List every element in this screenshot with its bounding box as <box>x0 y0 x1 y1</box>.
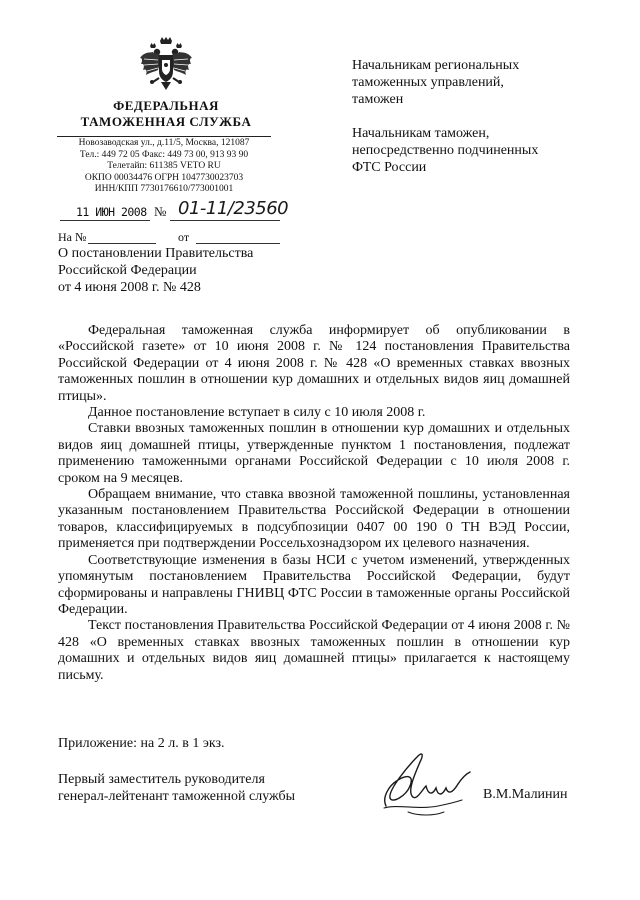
number-underline <box>170 220 280 221</box>
org-address: Новозаводская ул., д.11/5, Москва, 121087 <box>78 138 250 148</box>
recipient-line: Начальникам региональных <box>352 58 520 73</box>
org-name-line1: ФЕДЕРАЛЬНАЯ <box>113 98 219 113</box>
signer-title <box>58 771 295 805</box>
subject-line: Российской Федерации <box>58 263 197 278</box>
body-paragraph: Обращаем внимание, что ставка ввозной таможенной пошлины, установленная указанным постановлением Правительства Российской Федерации в отношении товаров, классифицируемых в подсубпозиции 0407 00 190 0 ТН ВЭД России, применяется при подтверждении Россельхознадзором их целевого назначения. <box>58 487 570 552</box>
registration-number: 01-11/23560 <box>178 198 289 219</box>
attachment-note: Приложение: на 2 л. в 1 экз. <box>58 736 225 751</box>
org-name-line2: ТАМОЖЕННАЯ СЛУЖБА <box>80 114 252 129</box>
handwritten-signature-icon <box>378 746 478 820</box>
body-paragraph: Федеральная таможенная служба информирует об опубликовании в «Российской газете» от 10 июня 2008 г. № 124 постановления Правительства Российской Федерации от 4 июня 2008 г. № 428 «О временных ставках ввозных таможенных пошлин в отношении кур домашних и отдельных видов яиц домашней птицы». <box>58 323 570 404</box>
body-paragraph: Текст постановления Правительства Российской Федерации от 4 июня 2008 г. № 428 «О временных ставках ввозных таможенных пошлин в отношении кур домашних и отдельных видов яиц домашней птицы» прилагается к настоящему письму. <box>58 618 570 683</box>
recipient-group <box>352 57 612 108</box>
date-underline <box>60 220 150 221</box>
reference-number-underline <box>88 243 156 244</box>
letter-subject <box>58 245 298 296</box>
signer-name: В.М.Малинин <box>483 787 568 802</box>
body-paragraph: Данное постановление вступает в силу с 10 июля 2008 г. <box>88 405 426 421</box>
org-teletype: Телетайп: 611385 VETO RU <box>107 161 221 171</box>
recipient-line: таможенных управлений, <box>352 75 504 90</box>
signer-title-line: генерал-лейтенант таможенной службы <box>58 789 296 804</box>
body-paragraph: Ставки ввозных таможенных пошлин в отношении кур домашних и отдельных видов яиц домашней птицы, утвержденные пунктом 1 постановления, подлежат применению таможенными органами Российской Федерации с 10 июля 2008 г. сроком на 9 месяцев. <box>58 421 570 486</box>
reference-from-label: от <box>178 230 190 244</box>
registration-number-label: № <box>154 204 167 219</box>
signer-title-line: Первый заместитель руководителя <box>58 772 265 787</box>
reference-number-label: На № <box>58 230 87 244</box>
org-okpo-ogrn: ОКПО 00034476 ОГРН 1047730023703 <box>84 172 244 183</box>
recipient-group <box>352 125 612 176</box>
organization-details <box>52 136 276 196</box>
org-phone-fax: Тел.: 449 72 05 Факс: 449 73 00, 913 93 90 <box>79 149 249 160</box>
subject-line: от 4 июня 2008 г. № 428 <box>58 280 201 295</box>
reference-from-underline <box>196 243 280 244</box>
body-paragraph: Соответствующие изменения в базы НСИ с учетом изменений, утвержденных упомянутым постановлением Правительства Российской Федерации, будут сформированы и направлены ГНИВЦ ФТС России в таможенные органы Российской Федерации. <box>58 552 570 617</box>
letter-body <box>58 323 570 684</box>
organization-name <box>60 98 272 130</box>
subject-line: О постановлении Правительства <box>58 246 254 261</box>
registration-date-stamp: 11 ИЮН 2008 <box>76 205 147 219</box>
org-inn-kpp: ИНН/КПП 7730176610/773001001 <box>94 184 234 194</box>
double-headed-eagle-emblem-icon <box>138 36 194 94</box>
recipients-block <box>352 57 612 193</box>
recipient-line: таможен <box>352 92 404 107</box>
recipient-line: ФТС России <box>352 160 427 175</box>
letterhead-rule <box>57 136 271 137</box>
recipient-line: непосредственно подчиненных <box>352 143 539 158</box>
recipient-line: Начальникам таможен, <box>352 126 490 141</box>
